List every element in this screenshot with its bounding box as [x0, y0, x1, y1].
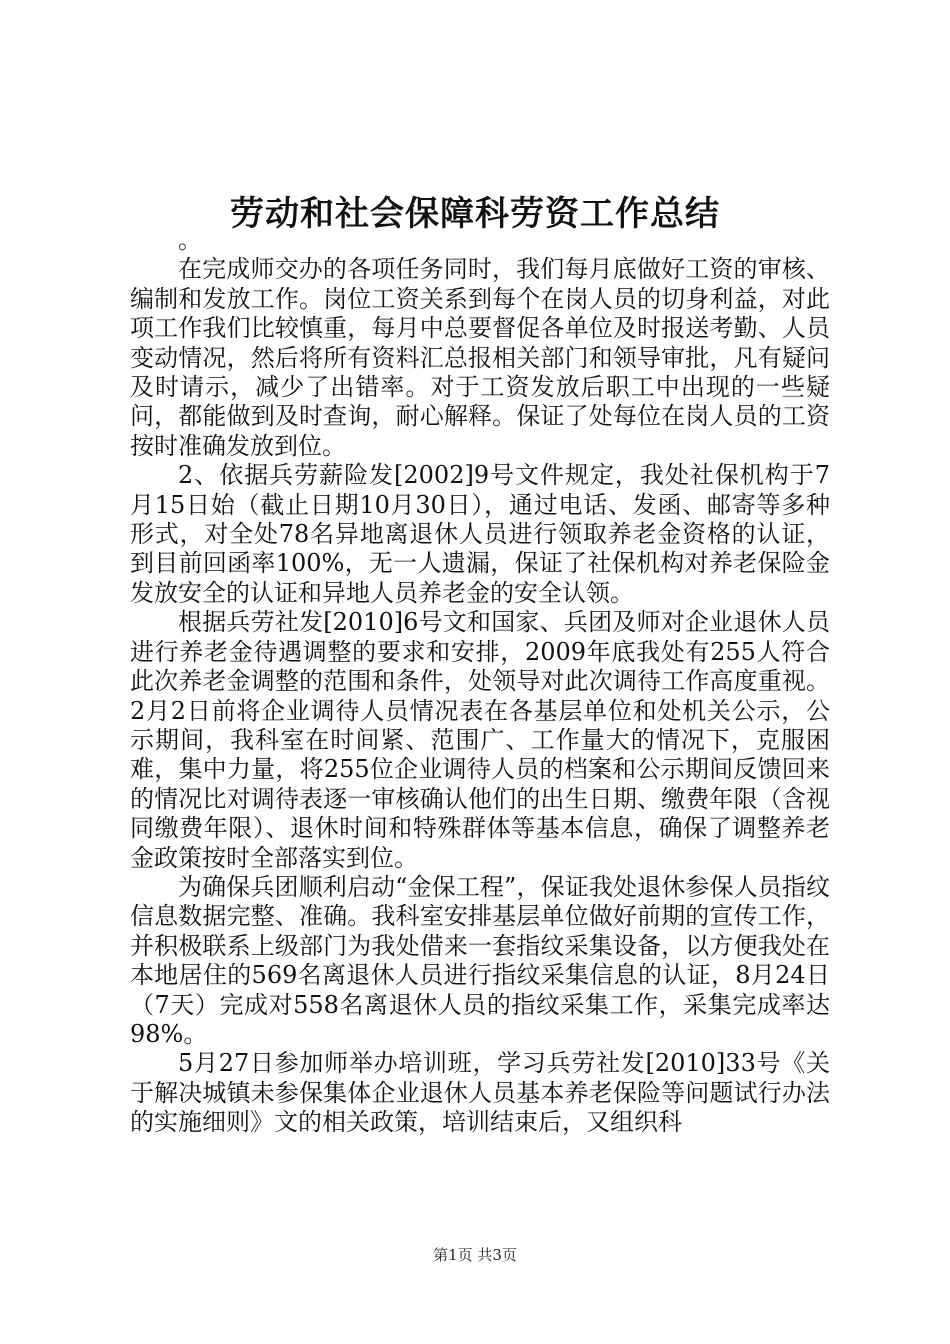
paragraph-training: 5月27日参加师举办培训班，学习兵劳社发[2010]33号《关于解决城镇未参保集体企业退休人员基本养老保险等问题试行办法的实施细则》文的相关政策，培训结束后，又组织科	[130, 1049, 830, 1137]
document-body	[130, 226, 830, 1138]
stray-punctuation: 。	[178, 226, 202, 254]
paragraph-fingerprint: 为确保兵团顺利启动“金保工程”，保证我处退休参保人员指纹信息数据完整、准确。我科室安排基层单位做好前期的宣传工作，并积极联系上级部门为我处借来一套指纹采集设备，以方便我处在本地居住的569名离退休人员进行指纹采集信息的认证，8月24日（7天）完成对558名离退休人员的指纹采集工作，采集完成率达98%。	[130, 872, 830, 1048]
document-title: 劳动和社会保障科劳资工作总结	[230, 194, 720, 234]
paragraph-salary: 在完成师交办的各项任务同时，我们每月底做好工资的审核、编制和发放工作。岗位工资关系到每个在岗人员的切身利益，对此项工作我们比较慎重，每月中总要督促各单位及时报送考勤、人员变动情况，然后将所有资料汇总报相关部门和领导审批，凡有疑问及时请示，减少了出错率。对于工资发放后职工中出现的一些疑问，都能做到及时查询，耐心解释。保证了处每位在岗人员的工资按时准确发放到位。	[130, 255, 830, 460]
page-footer: 第1页 共3页	[433, 1246, 517, 1264]
paragraph-remote-certification: 2、依据兵劳薪险发[2002]9号文件规定，我处社保机构于7月15日始（截止日期10月30日），通过电话、发函、邮寄等多种形式，对全处78名异地离退休人员进行领取养老金资格的认证，到目前回函率100%，无一人遗漏，保证了社保机构对养老保险金发放安全的认证和异地人员养老金的安全认领。	[130, 461, 830, 607]
paragraph-pension-adjustment: 根据兵劳社发[2010]6号文和国家、兵团及师对企业退休人员进行养老金待遇调整的要求和安排，2009年底我处有255人符合此次养老金调整的范围和条件，处领导对此次调待工作高度重视。2月2日前将企业调待人员情况表在各基层单位和处机关公示，公示期间，我科室在时间紧、范围广、工作量大的情况下，克服困难，集中力量，将255位企业调待人员的档案和公示期间反馈回来的情况比对调待表逐一审核确认他们的出生日期、缴费年限（含视同缴费年限）、退休时间和特殊群体等基本信息，确保了调整养老金政策按时全部落实到位。	[130, 608, 830, 872]
